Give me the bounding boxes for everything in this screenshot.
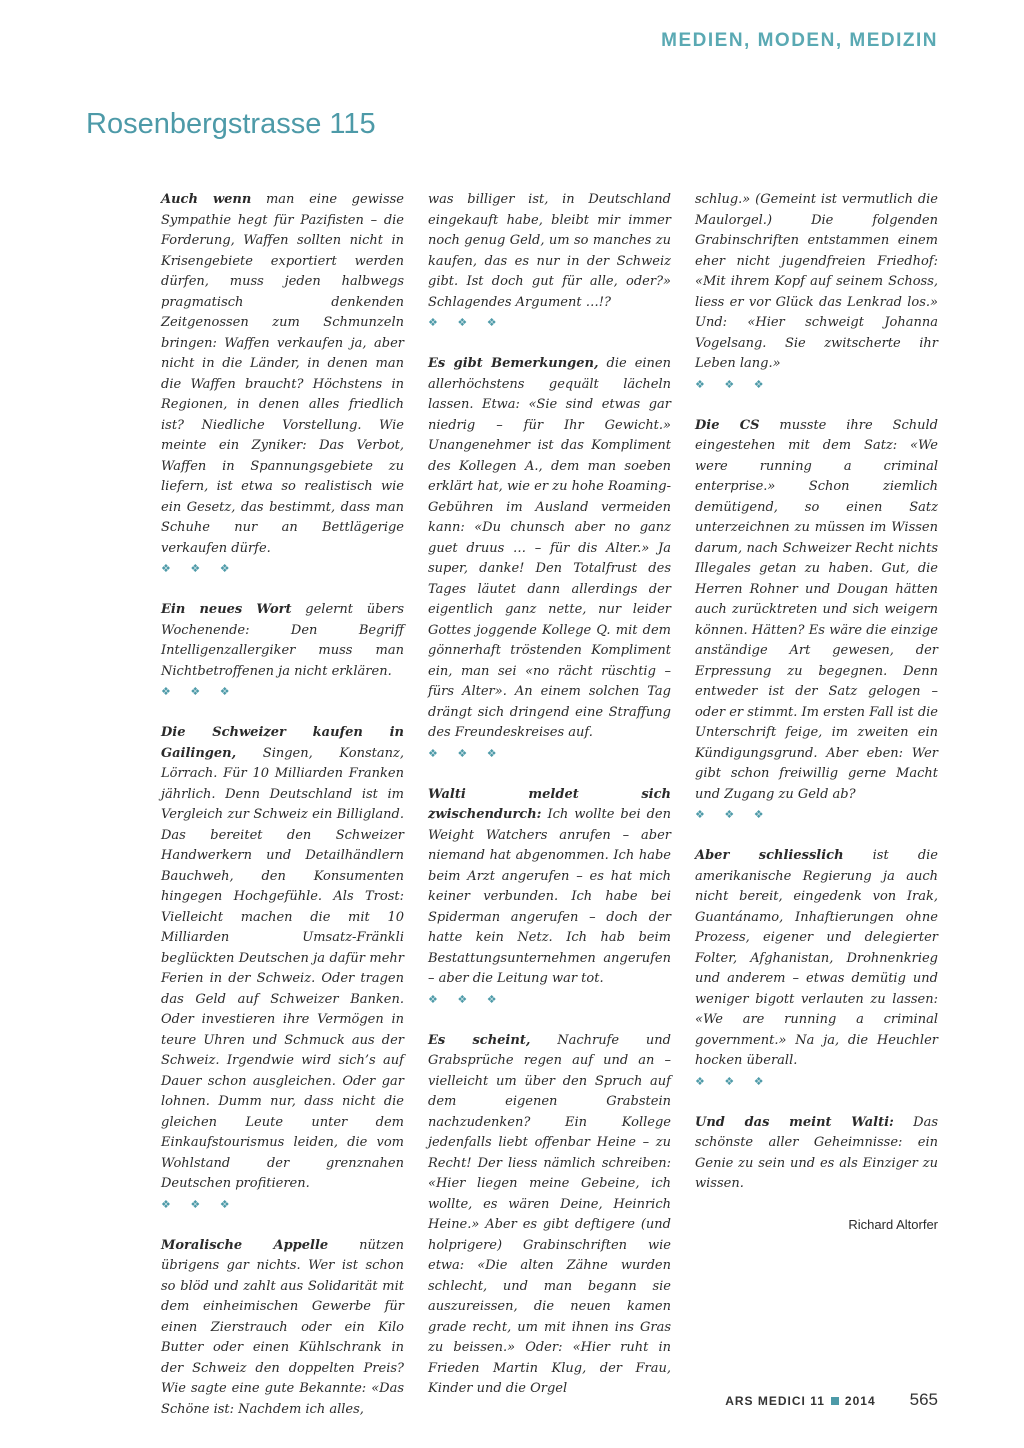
diamond-ornament-icon: ❖ ❖ ❖ [161,562,238,575]
paragraph-text: die einen allerhöchstens gequält lächeln lassen. Etwa: «Sie sind etwas gar niedrig – für Ihr Gewicht.» Unangenehmer ist das Kompliment des Kollegen A., dem man soeben erklärt hat, wie er zu hohe Roaming-Gebühren im Ausland vermeiden kann: «Du chunsch aber no ganz guet druus … – für dis Alter.» Ja super, danke! Den Totalfrust des Tages läutet dann allerdings der eigentlich ganz nette, nur leider Gottes joggende Kollege Q. mit dem gönnerhaft tröstenden Kompliment ein, man sei «no rächt rüschtig – fürs Alter». An einem solchen Tag drängt sich dringend eine Straffung des Freundeskreises auf. [428,356,671,740]
paragraph [695,416,938,806]
paragraph-text: nützen übrigens gar nichts. Wer ist schon so blöd und zahlt aus Solidarität mit dem einheimischen Gewerbe für einen Zierstrauch oder ein Kilo Butter oder einen Kühlschrank in der Schweiz den doppelten Preis? Wie sagte eine gute Bekannte: «Das Schöne ist: Nachdem ich alles, [161,1237,404,1417]
issue-year: 2014 [844,1394,876,1408]
diamond-ornament-icon: ❖ ❖ ❖ [428,746,505,760]
diamond-ornament-icon: ❖ ❖ ❖ [428,992,505,1006]
paragraph [695,1113,938,1195]
column-1 [161,190,404,1420]
paragraph [161,600,404,682]
diamond-ornament-icon: ❖ ❖ ❖ [695,377,772,391]
paragraph-lead: Ein neues Wort [161,602,292,617]
paragraph-lead: Walti meldet sich zwischendurch: [428,786,671,822]
column-2 [428,190,671,1400]
separator [695,375,938,396]
paragraph-text: was billiger ist, in Deutschland eingekauft habe, bleibt mir immer noch genug Geld, um so manches zu kaufen, das es nur in der Schweiz gibt. Ist doch gut für alle, oder?» Schlagendes Argument …!? [428,192,671,310]
journal-name: ARS MEDICI 11 [725,1394,825,1408]
paragraph-text: schlug.» (Gemeint ist vermutlich die Maulorgel.) Die folgenden Grabinschriften entstammen einem eher nicht jugendfreien Friedhof: «Mit ihrem Kopf auf seinem Schoss, liess er vor Glück das Lenkrad los.» Und: «Hier schweigt Johanna Vogelsang. Sie zwitscherte ihr Leben lang.» [695,192,938,371]
paragraph-text: Nachrufe und Grabsprüche regen auf und an – vielleicht um über den Spruch auf dem eigenen Grabstein nachzudenken? Ein Kollege jedenfalls liebt offenbar Heine – zu Recht! Der liess nämlich schreiben: «Hier liegen meine Gebeine, ich wollte, es wären Deine, Heinrich Heine.» Aber es gibt deftigere (und holprigere) Grabinschriften wie etwa: «Die alten Zähne wurden schlecht, und man begann sie auszureissen, die neuen kamen grade recht, um mit ihnen ins Gras zu beissen.» Oder: «Hier ruht in Frieden Martin Klug, der Frau, Kinder und die Orgel [428,1032,671,1396]
diamond-ornament-icon: ❖ ❖ ❖ [161,685,238,698]
column-3 [695,190,938,1235]
page-title: Rosenbergstrasse 115 [86,108,376,140]
paragraph-lead: Es gibt Bemerkungen, [428,356,599,371]
author-name: Richard Altorfer [848,1216,938,1232]
paragraph-text: musste ihre Schuld eingestehen mit dem Satz: «We were running a criminal enterprise.» Schon ziemlich demütigend, so einen Satz unterzeichnen zu müssen im Wissen darum, nach Schweizer Recht nichts Illegales getan zu haben. Gut, die Herren Rohner und Dougan hätten auch zurücktreten und sich weigern können. Hätten? Es wäre die einzige anständige Art gewesen, der Erpressung zu begegnen. Denn entweder ist der Satz gelogen – oder er stimmt. Im ersten Fall ist die Unterschrift feige, im zweiten ein Kündigungsgrund. Aber eben: Wer gibt schon freiwillig gerne Macht und Zugang zu Geld ab? [695,417,938,802]
paragraph [428,785,671,990]
paragraph [161,190,404,559]
separator [161,682,404,703]
paragraph-text: Ich wollte bei den Weight Watchers anrufen – aber niemand hat abgenommen. Ich habe beim Arzt angerufen – es hat mich keiner verbunden. Ich habe bei Spiderman angerufen – doch der hatte kein Netz. Ich hab beim Bestattungsunternehmen angerufen – aber die Leitung war tot. [428,807,671,986]
paragraph-lead: Die Schweizer kaufen in Gailingen, [161,725,404,761]
separator [161,1195,404,1216]
separator [161,559,404,580]
paragraph [428,1031,671,1400]
diamond-ornament-icon: ❖ ❖ ❖ [695,1074,772,1088]
paragraph-lead: Auch wenn [161,192,252,207]
paragraph-lead: Aber schliesslich [695,848,844,863]
paragraph [428,190,671,313]
diamond-ornament-icon: ❖ ❖ ❖ [161,1197,238,1211]
paragraph [695,846,938,1072]
paragraph-text: ist die amerikanische Regierung ja auch nicht bereit, eingedenk von Irak, Guantánamo, Inhaftierungen ohne Prozess, eigener und delegierter Folter, Afghanistan, Drohnenkrieg und anderem – etwas demütig und weniger bigott verlauten zu lassen: «We are running a criminal government.» Na ja, die Heuchler hocken überall. [695,848,938,1068]
separator [428,313,671,334]
diamond-ornament-icon: ❖ ❖ ❖ [428,316,505,329]
separator [428,990,671,1011]
paragraph [161,1236,404,1421]
diamond-ornament-icon: ❖ ❖ ❖ [695,808,772,821]
square-icon [831,1397,839,1405]
paragraph [161,723,404,1195]
paragraph-text: gelernt übers Wochenende: Den Begriff Intelligenzallergiker muss man Nichtbetroffenen ja nicht erklären. [161,602,404,679]
page-number: 565 [909,1390,938,1409]
section-label: MEDIEN, MODEN, MEDIZIN [661,30,938,51]
page-footer [725,1390,938,1410]
paragraph-lead: Und das meint Walti: [695,1114,894,1130]
paragraph-text: Das schönste aller Geheimnisse: ein Genie zu sein und es als Einziger zu wissen. [695,1114,938,1191]
separator [695,1072,938,1093]
separator [428,744,671,765]
paragraph [695,190,938,375]
paragraph [428,354,671,744]
paragraph-lead: Moralische Appelle [161,1237,329,1253]
paragraph-lead: Es scheint, [428,1032,531,1048]
separator [695,805,938,826]
paragraph-lead: Die CS [695,417,760,433]
paragraph-text: Singen, Konstanz, Lörrach. Für 10 Milliarden Franken jährlich. Denn Deutschland ist im Vergleich zur Schweiz ein Billigland. Das bereitet den Schweizer Handwerkern und Detailhändlern Bauchweh, den Konsumenten hingegen Hochgefühle. Als Trost: Vielleicht machen die mit 10 Milliarden Umsatz-Fränkli beglückten Deutschen ja dafür mehr Ferien in der Schweiz. Oder tragen das Geld auf Schweizer Banken. Oder investieren ihre Vermögen in teure Uhren und Schmuck aus der Schweiz. Irgendwie wird sich’s auf Dauer schon ausgleichen. Oder gar lohnen. Dumm nur, dass nicht die gleichen Leute unter dem Einkaufstourismus leiden, die vom Wohlstand der grenznahen Deutschen profitieren. [161,745,404,1191]
paragraph-text: man eine gewisse Sympathie hegt für Pazifisten – die Forderung, Waffen sollten nicht in Krisengebiete exportiert werden dürfen, muss jeden halbwegs pragmatisch denkenden Zeitgenossen zum Schmunzeln bringen: Waffen verkaufen ja, aber nicht in die Länder, in denen man die Waffen braucht? Höchstens in Regionen, in denen alles friedlich ist? Niedliche Vorstellung. Wie meinte ein Zyniker: Das Verbot, Waffen in Spannungsgebiete zu liefern, ist etwa so realistisch wie ein Gesetz, das bestimmt, dass man Schuhe nur an Bettlägerige verkaufen dürfe. [161,192,404,556]
